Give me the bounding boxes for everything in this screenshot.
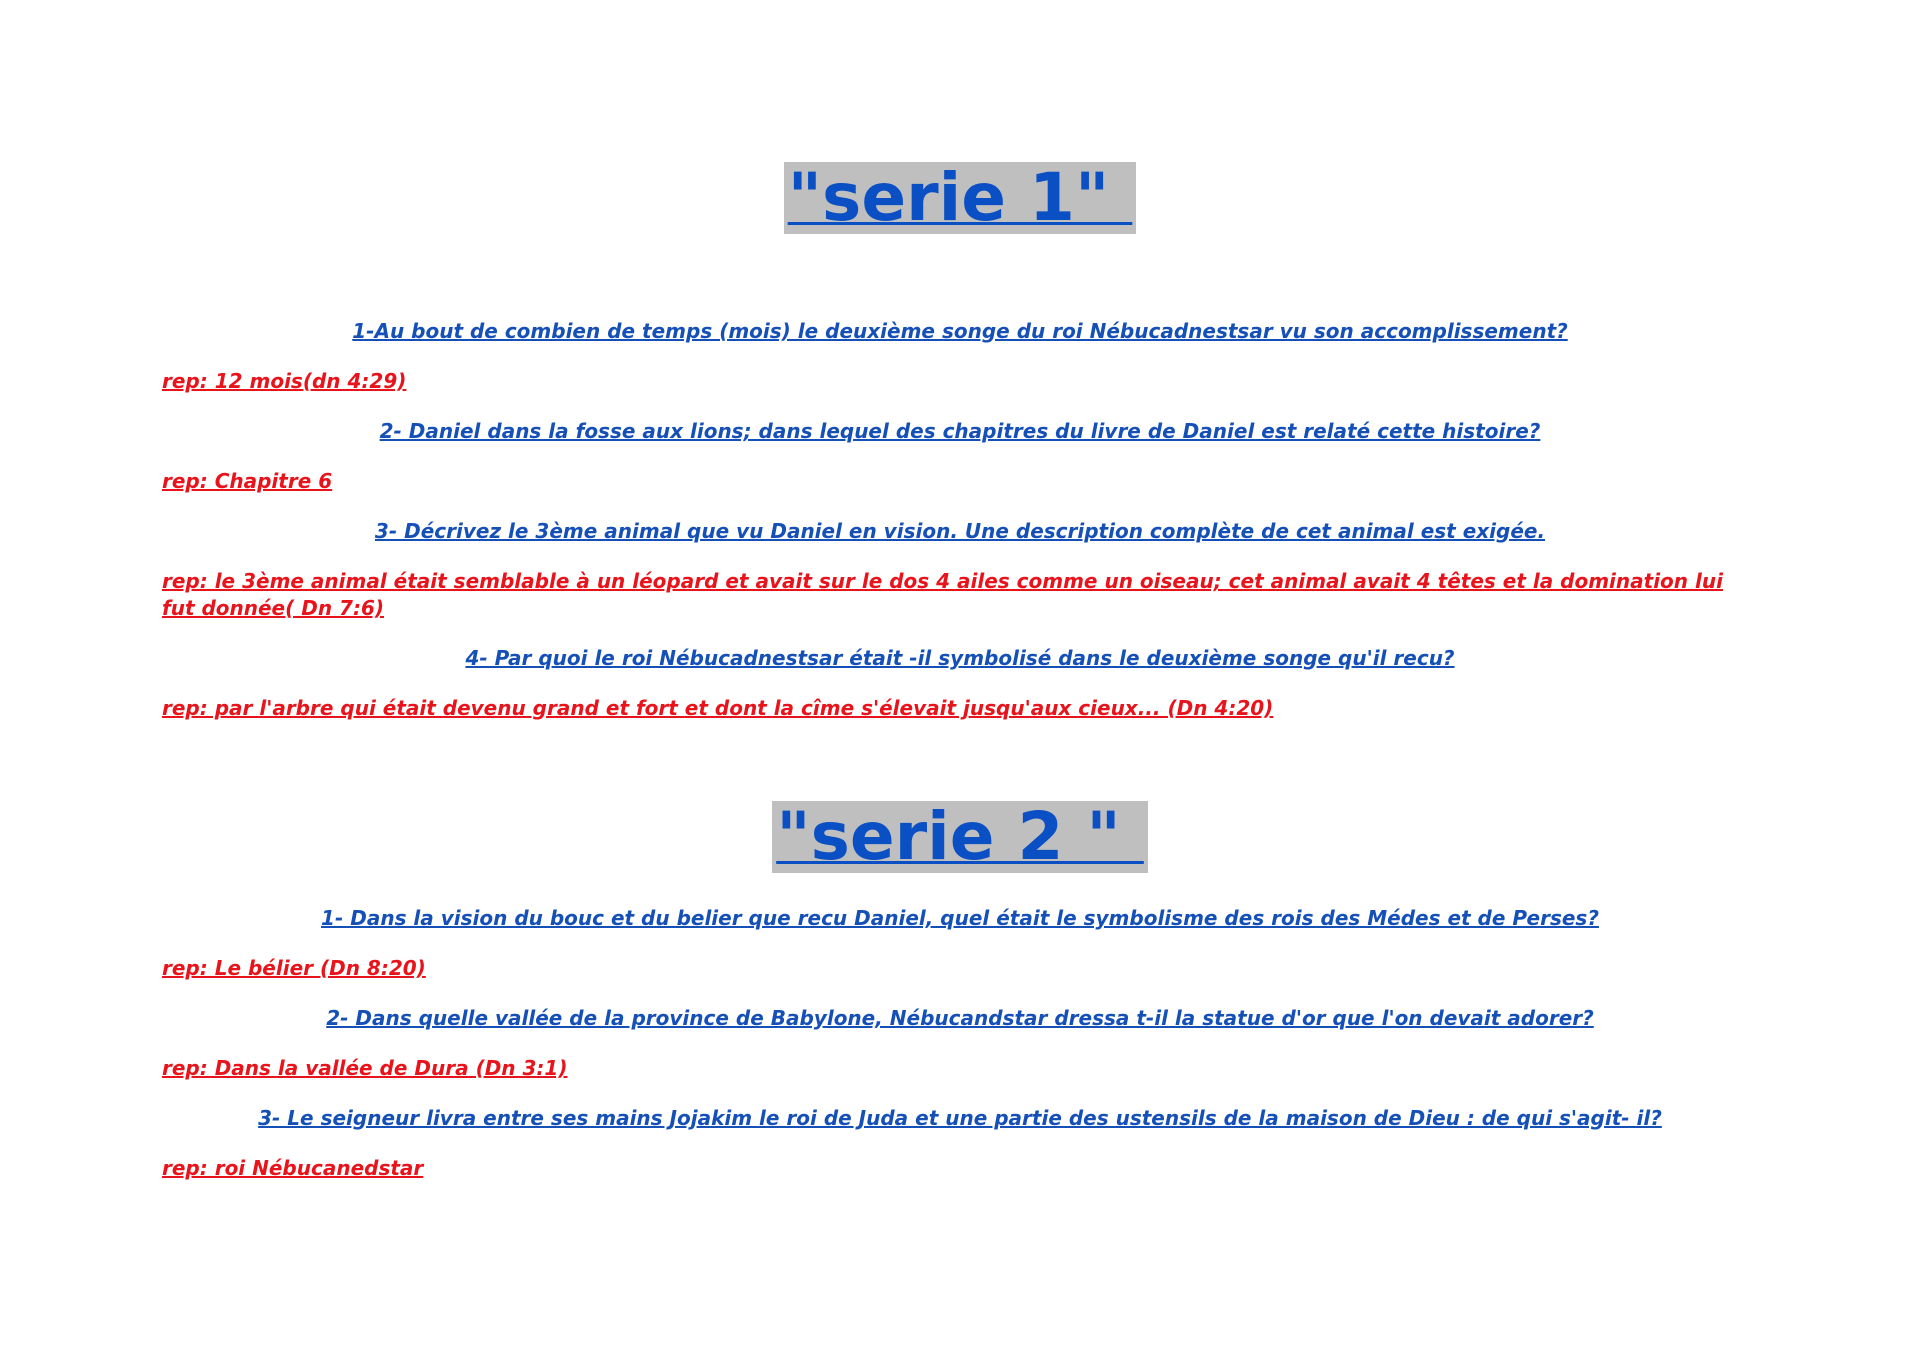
series-2-question-1: 1- Dans la vision du bouc et du belier que recu Daniel, quel était le symbolisme des rois des Médes et de Perses? — [321, 906, 1599, 930]
series-2-answer-2: rep: Dans la vallée de Dura (Dn 3:1) — [162, 1056, 568, 1080]
series-2-question-2: 2- Dans quelle vallée de la province de Babylone, Nébucandstar dressa t-il la statue d'or que l'on devait adorer? — [326, 1006, 1594, 1030]
series-1-answer-3: rep: le 3ème animal était semblable à un léopard et avait sur le dos 4 ailes comme un oiseau; cet animal avait 4 têtes et la domination lui fut donnée( Dn 7:6) — [162, 569, 1723, 620]
series-2-title: "serie 2 " — [772, 801, 1148, 873]
series-1-question-2: 2- Daniel dans la fosse aux lions; dans lequel des chapitres du livre de Daniel est relaté cette histoire? — [379, 419, 1541, 443]
series-2-title-wrap — [0, 798, 1920, 875]
series-2-question-3: 3- Le seigneur livra entre ses mains Jojakim le roi de Juda et une partie des ustensils de la maison de Dieu : de qui s'agit- il? — [258, 1106, 1662, 1130]
series-2-answer-1: rep: Le bélier (Dn 8:20) — [162, 956, 426, 980]
series-2-answer-3: rep: roi Nébucanedstar — [162, 1156, 424, 1180]
series-1-title: "serie 1" — [784, 162, 1137, 234]
series-1-title-wrap — [0, 159, 1920, 236]
series-1-question-3: 3- Décrivez le 3ème animal que vu Daniel en vision. Une description complète de cet animal est exigée. — [374, 519, 1546, 543]
series-1-answer-2: rep: Chapitre 6 — [162, 469, 333, 493]
series-1-question-4: 4- Par quoi le roi Nébucadnestsar était -il symbolisé dans le deuxième songe qu'il recu? — [465, 646, 1455, 670]
series-1-question-1: 1-Au bout de combien de temps (mois) le deuxième songe du roi Nébucadnestsar vu son accomplissement? — [352, 319, 1568, 343]
series-1-answer-1: rep: 12 mois(dn 4:29) — [162, 369, 407, 393]
series-1-answer-4: rep: par l'arbre qui était devenu grand et fort et dont la cîme s'élevait jusqu'aux cieux... (Dn 4:20) — [162, 696, 1274, 720]
